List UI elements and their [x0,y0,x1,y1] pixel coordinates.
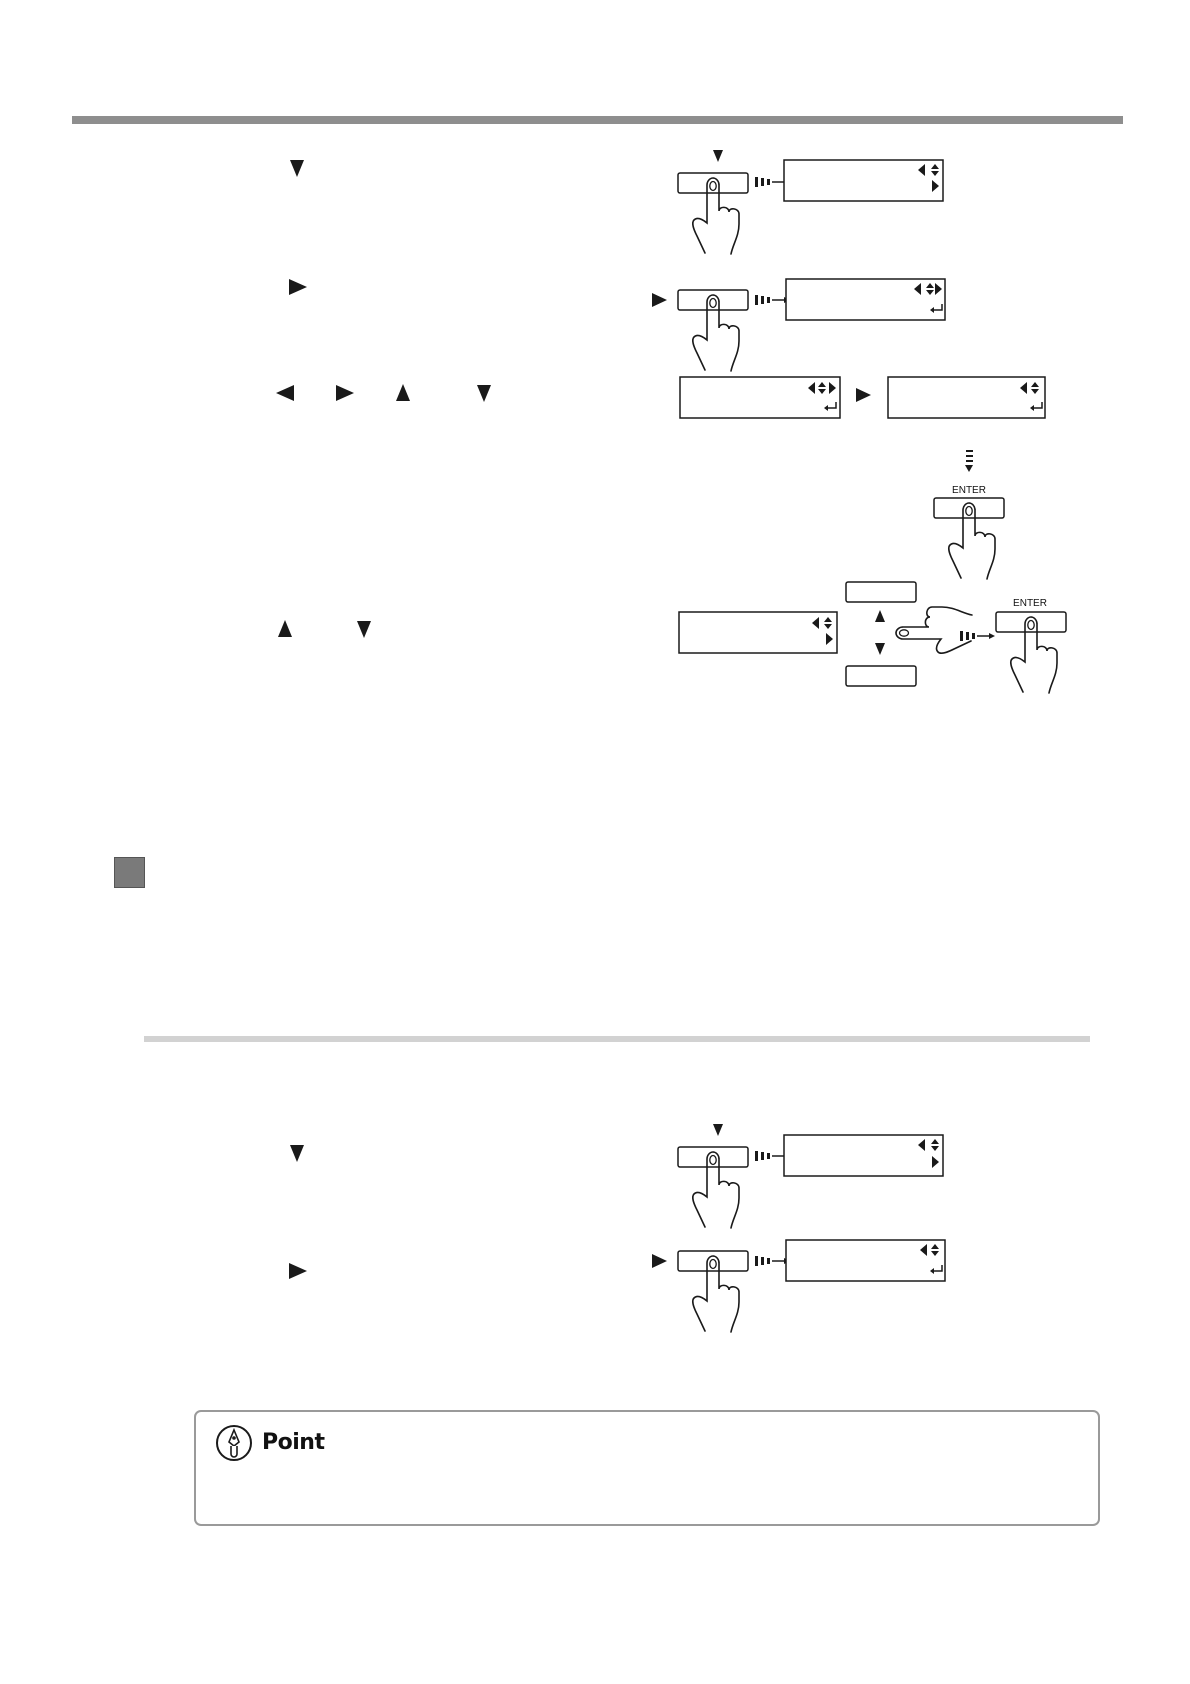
point-label: Point [262,1430,325,1455]
step-7-illustration [652,1240,945,1332]
step-3-illustration [680,377,1045,418]
step-1-illustration [678,150,943,254]
point-icon [214,1423,254,1463]
enter-label-1: ENTER [952,485,986,496]
step-6-illustration [678,1124,943,1228]
step-4-enter-illustration [934,450,1004,579]
enter-label-2: ENTER [1013,598,1047,609]
step-2-illustration [652,279,945,371]
point-note-box [194,1410,1100,1526]
step-5-illustration [679,582,1066,693]
